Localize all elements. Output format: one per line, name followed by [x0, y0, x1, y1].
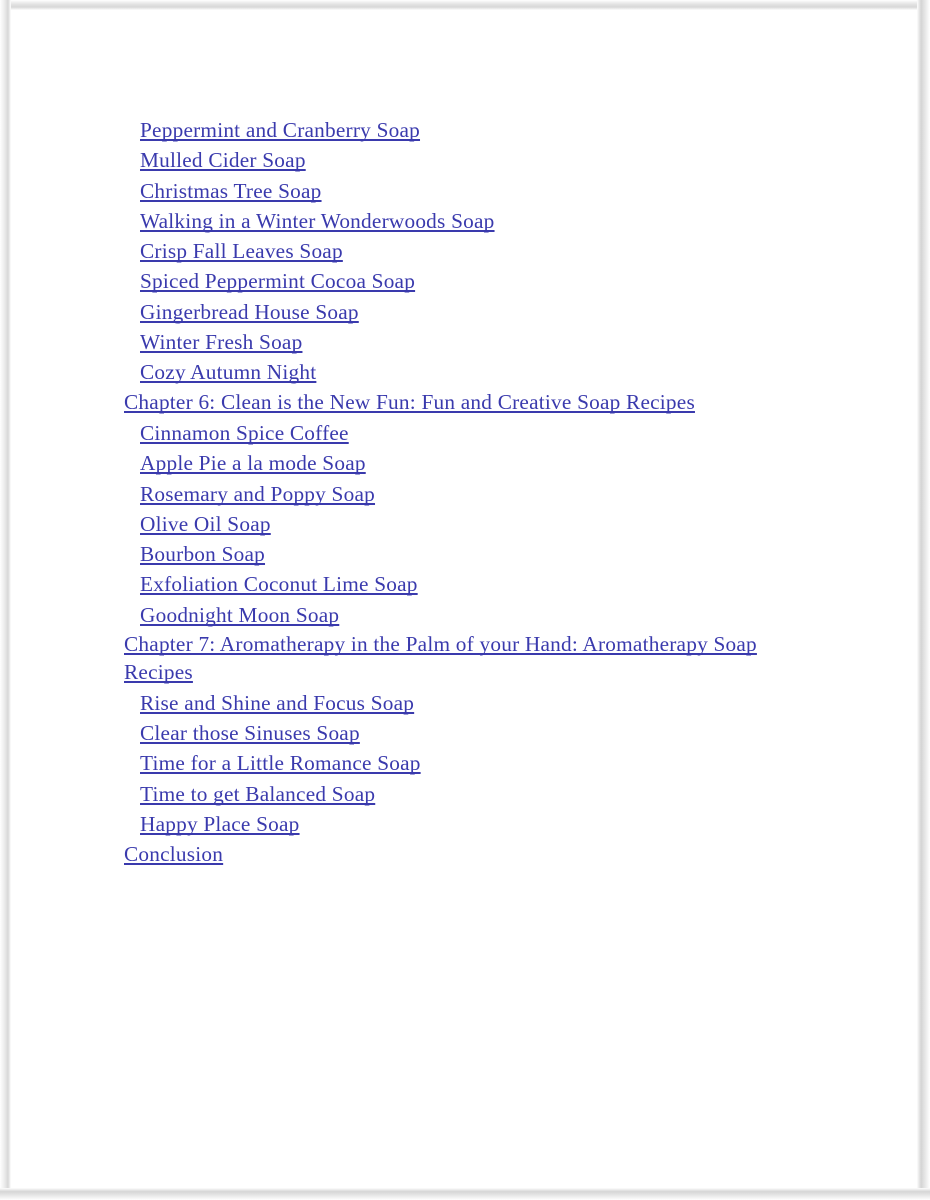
toc-recipe-link[interactable]: Bourbon Soap: [140, 542, 266, 567]
toc-recipe-link[interactable]: Exfoliation Coconut Lime Soap: [140, 572, 418, 597]
toc-recipe-link[interactable]: Cinnamon Spice Coffee: [140, 420, 349, 445]
toc-recipe-link[interactable]: Cozy Autumn Night: [140, 360, 317, 385]
toc-chapter-link[interactable]: Chapter 6: Clean is the New Fun: Fun and Creative Soap Recipes: [124, 390, 695, 415]
toc-recipe-link[interactable]: Mulled Cider Soap: [140, 148, 306, 173]
toc-recipe-link[interactable]: Happy Place Soap: [140, 812, 300, 836]
toc-chapter-link[interactable]: Conclusion: [124, 841, 224, 866]
toc-recipe-link[interactable]: Time for a Little Romance Soap: [140, 751, 421, 776]
toc-recipe-link[interactable]: Olive Oil Soap: [140, 511, 271, 536]
toc-recipe-link[interactable]: Spiced Peppermint Cocoa Soap: [140, 269, 416, 294]
toc-recipe-link[interactable]: Rise and Shine and Focus Soap: [140, 690, 415, 715]
page-edge-shadow-bottom: [0, 1188, 930, 1200]
toc-recipe-link[interactable]: Winter Fresh Soap: [140, 330, 303, 355]
toc-recipe-link[interactable]: Gingerbread House Soap: [140, 299, 359, 324]
toc-recipe-link[interactable]: Christmas Tree Soap: [140, 178, 322, 203]
toc-recipe-link[interactable]: Peppermint and Cranberry Soap: [140, 118, 421, 142]
toc-recipe-link[interactable]: Walking in a Winter Wonderwoods Soap: [140, 208, 495, 233]
toc-recipe-link[interactable]: Clear those Sinuses Soap: [140, 721, 360, 746]
toc-recipe-link[interactable]: Apple Pie a la mode Soap: [140, 451, 366, 476]
toc-recipe-link[interactable]: Rosemary and Poppy Soap: [140, 481, 376, 506]
toc-recipe-link[interactable]: Time to get Balanced Soap: [140, 781, 376, 806]
page-edge-shadow-right: [917, 0, 930, 1200]
toc-recipe-link[interactable]: Crisp Fall Leaves Soap: [140, 239, 343, 264]
page-edge-shadow-top: [0, 0, 930, 10]
page-edge-shadow-left: [0, 0, 11, 1200]
toc-recipe-link[interactable]: Goodnight Moon Soap: [140, 602, 340, 627]
toc-chapter-link[interactable]: Chapter 7: Aromatherapy in the Palm of your Hand: Aromatherapy Soap Recipes: [124, 632, 757, 684]
table-of-contents: [113, 115, 813, 870]
page-sheet: [11, 10, 917, 1188]
